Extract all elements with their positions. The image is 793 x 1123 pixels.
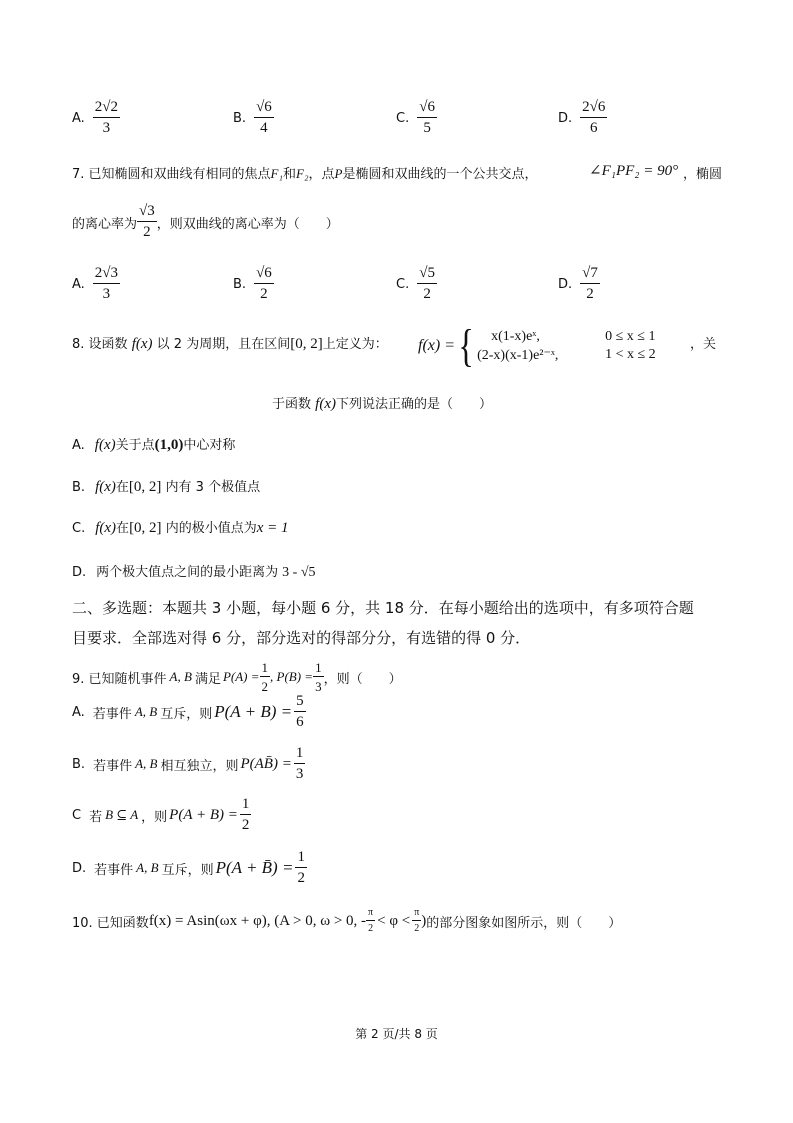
q8-option-c: [72, 517, 289, 537]
q8-fx: f(x): [94, 437, 116, 453]
q8-piecewise: [418, 320, 675, 371]
frac-num: √6: [417, 100, 437, 118]
q7-text: 7. 已知椭圆和双曲线有相同的焦点: [72, 167, 271, 182]
q7-p: P: [334, 166, 343, 181]
q9-expr: P(AB̄) =: [240, 755, 292, 772]
frac-den: 3: [295, 766, 304, 782]
option-label: C.: [72, 521, 86, 536]
q8-text: 在: [115, 480, 129, 495]
frac-den: 2: [297, 870, 305, 886]
option-label: A.: [72, 704, 85, 720]
q8-case1: x(1-x)eˣ,: [491, 328, 540, 344]
q9-ab: A, B: [135, 756, 158, 771]
option-label: B.: [233, 110, 247, 126]
q9-ab: A, B: [134, 704, 158, 719]
frac-den: 2: [586, 286, 594, 302]
option-label: C: [72, 807, 82, 823]
q8-case1-cond: 0 ≤ x ≤ 1: [605, 328, 656, 344]
frac-den: 2: [368, 923, 374, 934]
q8-line1-tail: ，关: [690, 337, 717, 352]
q8-text: 两个极大值点之间的最小距离为: [96, 565, 279, 580]
q9-expr: P(A + B) =: [214, 702, 293, 721]
q9-text: 若: [89, 809, 103, 825]
q8-text: 以 2 为周期，且在区间: [156, 337, 291, 352]
q8-text: 内有 3 个极值点: [165, 480, 261, 495]
q10-text: 的部分图象如图所示，则（ ）: [426, 915, 622, 931]
q7-text: 的离心率为: [72, 216, 138, 232]
q8-math: [0, 2]: [129, 520, 162, 536]
q6-option-b: [233, 100, 274, 136]
frac-num: π: [366, 908, 375, 921]
q8-case2: (2-x)(x-1)e²⁻ˣ,: [477, 347, 559, 363]
q8-line1: [72, 333, 388, 353]
q7-text: 是椭圆和双曲线的一个公共交点，: [342, 167, 538, 182]
page-footer: 第 2 页/共 8 页: [355, 1027, 438, 1041]
frac-num: √6: [254, 266, 274, 284]
q9-expr: P(A + B) =: [169, 806, 238, 823]
frac-num: √5: [417, 266, 437, 284]
q10-expr: ): [421, 912, 427, 929]
option-label: B.: [72, 756, 86, 772]
frac-den: 2: [261, 679, 269, 694]
frac-den: 3: [315, 679, 322, 694]
option-label: D.: [558, 110, 573, 126]
q6-option-d: [558, 100, 607, 136]
q9-pb: , P(B) =: [270, 669, 314, 684]
q10-expr: f(x) = Asin(ωx + φ), (A > 0, ω > 0, -: [148, 912, 367, 929]
q9-option-a: [72, 694, 306, 730]
q10-stem: [72, 908, 621, 934]
frac-den: 6: [296, 714, 304, 730]
q7-text: ，则双曲线的离心率为（ ）: [156, 216, 339, 232]
q9-text: 互斥，则: [161, 862, 214, 878]
option-label: C.: [396, 276, 410, 292]
q7-option-a: [72, 266, 120, 302]
frac-den: 6: [590, 120, 598, 136]
option-label: B.: [72, 480, 86, 495]
frac-num: √6: [254, 100, 274, 118]
frac-num: 5: [294, 694, 306, 712]
q9-text: 若事件: [92, 706, 132, 722]
frac-den: 2: [241, 817, 250, 833]
frac-num: 1: [261, 660, 269, 675]
option-label: A.: [72, 438, 85, 453]
option-label: D.: [72, 860, 87, 876]
section2-line2: 目要求．全部选对得 6 分，部分选对的得部分分，有选错的得 0 分．: [72, 629, 531, 647]
frac-den: 2: [260, 286, 268, 302]
frac-den: 2: [143, 224, 151, 240]
q8-text: 8. 设函数: [72, 337, 128, 352]
q7-f2: F₂: [296, 166, 309, 181]
q8-option-a: [72, 434, 235, 454]
frac-num: 1: [294, 746, 306, 764]
q7-text: 和: [283, 167, 297, 182]
frac-num: 2√6: [580, 100, 607, 118]
q9-expr: P(A + B̄) =: [215, 858, 294, 877]
q10-text: 10. 已知函数: [72, 915, 149, 931]
q8-fx: f(x): [131, 336, 153, 352]
frac-num: 1: [295, 850, 307, 868]
q8-interval: [0, 2]: [290, 336, 323, 352]
q10-expr: < φ <: [377, 912, 411, 929]
q7-angle: ∠F₁PF₂ = 90°: [589, 163, 679, 179]
q9-text: 9. 已知随机事件: [72, 671, 167, 687]
q8-text: 于函数: [272, 397, 312, 412]
q9-option-c: [72, 797, 251, 833]
q8-option-b: [72, 476, 260, 496]
q8-math: x = 1: [256, 520, 289, 536]
q8-text: 在: [116, 521, 130, 536]
q8-fx: f(x): [315, 396, 336, 412]
q7-option-b: [233, 266, 274, 302]
q9-text: 互斥，则: [160, 706, 213, 722]
q9-text: ，则（ ）: [323, 671, 402, 687]
option-label: C.: [396, 110, 410, 126]
q8-case2-cond: 1 < x ≤ 2: [605, 346, 656, 362]
q7-option-c: [396, 266, 437, 302]
q9-option-d: [72, 850, 307, 886]
q7-f1: F₁: [270, 166, 284, 181]
section2-line1: 二、多选题：本题共 3 小题，每小题 6 分，共 18 分．在每小题给出的选项中，有多项符合题: [72, 599, 694, 617]
frac-num: 2√2: [93, 100, 120, 118]
q8-fx: f(x): [95, 479, 116, 495]
frac-num: √7: [580, 266, 600, 284]
q9-text: 相互独立，则: [160, 758, 239, 774]
q8-fx-eq: f(x) =: [418, 337, 455, 354]
q6-option-c: [396, 100, 437, 136]
q7-line2: [72, 204, 339, 240]
q8-text: 关于点: [115, 438, 155, 453]
frac-num: π: [412, 908, 421, 921]
q7-option-d: [558, 266, 600, 302]
q9-text: ，则: [141, 809, 168, 825]
frac-den: 3: [102, 286, 111, 302]
brace-icon: {: [458, 320, 474, 371]
q8-math: (1,0): [154, 437, 184, 453]
q8-math: [0, 2]: [128, 479, 162, 495]
q8-text: 内的极小值点为: [165, 521, 257, 536]
q8-text: 下列说法正确的是（ ）: [335, 397, 492, 412]
frac-den: 3: [102, 120, 111, 136]
option-label: A.: [72, 276, 85, 292]
q9-pa: P(A) =: [222, 669, 260, 684]
frac-den: 4: [260, 120, 268, 136]
frac-num: 1: [315, 660, 322, 675]
q8-line2: [272, 393, 492, 413]
q9-text: 满足: [194, 671, 221, 687]
q9-text: 若事件: [94, 862, 134, 878]
frac-num: 1: [240, 797, 252, 815]
q6-option-a: [72, 100, 120, 136]
option-label: D.: [72, 565, 87, 580]
frac-num: 2√3: [93, 266, 120, 284]
q9-ab: A, B: [136, 860, 159, 875]
option-label: B.: [233, 276, 247, 292]
q7-line1-tail: ，椭圆: [683, 167, 723, 182]
q9-text: 若事件: [93, 758, 133, 774]
option-label: A.: [72, 110, 85, 126]
q9-option-b: [72, 746, 305, 782]
frac-den: 2: [423, 286, 431, 302]
q8-text: 上定义为：: [322, 337, 388, 352]
q7-line1: [72, 163, 537, 182]
q8-fx: f(x): [95, 520, 117, 536]
option-label: D.: [558, 276, 573, 292]
q7-text: ，点: [308, 167, 335, 182]
q9-ab: A, B: [169, 669, 192, 684]
q9-stem: [72, 661, 402, 693]
q9-ab: B ⊆ A: [105, 807, 139, 822]
frac-num: √3: [137, 204, 157, 222]
q8-math: 3 - √5: [282, 565, 316, 580]
frac-den: 2: [414, 923, 420, 934]
q8-option-d: [72, 561, 316, 581]
q8-text: 中心对称: [183, 438, 236, 453]
frac-den: 5: [423, 120, 431, 136]
